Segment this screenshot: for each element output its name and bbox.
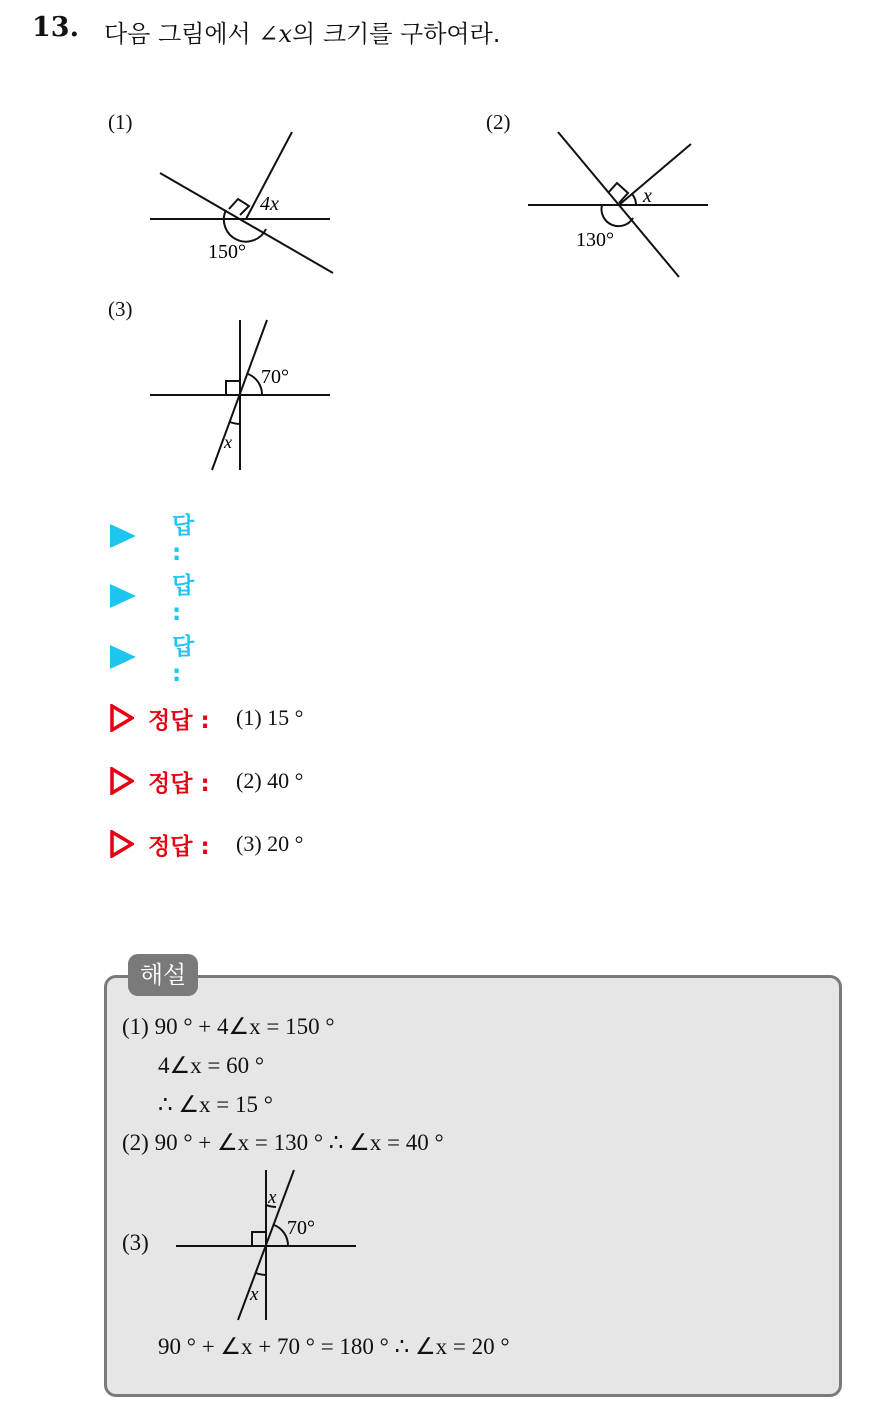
solution-line-2: 4∠x = 60 ° (158, 1053, 265, 1078)
question-number: 13. (32, 12, 79, 43)
figure-3-label: (3) (108, 297, 133, 321)
figures-svg (0, 0, 884, 500)
answer-label: 답 : (172, 633, 195, 687)
fig3-x-label: x (224, 432, 232, 452)
solution-tab: 해설 (128, 954, 198, 996)
solution-fig-x-top: x (268, 1187, 277, 1208)
solution-fig-angle: 70° (287, 1217, 315, 1239)
correct-answer-label: 정답 : (148, 707, 210, 734)
fig1-given: 150° (208, 241, 246, 263)
outline-triangle-icon (110, 767, 134, 795)
figure-3-diagram (150, 320, 330, 470)
figure-2-diagram (528, 132, 708, 277)
correct-answer-value: (1) 15 ° (236, 705, 304, 730)
correct-answer-1 (110, 700, 304, 736)
play-triangle-icon (110, 524, 136, 548)
question-text-after: 의 크기를 구하여라. (292, 20, 501, 48)
solution-line-5: (3) (122, 1230, 149, 1255)
fig1-angle-label: 4x (260, 193, 279, 215)
play-triangle-icon (110, 584, 136, 608)
correct-answer-value: (2) 40 ° (236, 768, 304, 793)
solution-line-3: ∴ ∠x = 15 ° (158, 1092, 273, 1117)
figure-1-label: (1) (108, 110, 133, 134)
solution-fig-x-bottom: x (250, 1284, 259, 1305)
angle-symbol: ∠x (258, 20, 293, 48)
solution-line-6: 90 ° + ∠x + 70 ° = 180 ° ∴ ∠x = 20 ° (158, 1334, 510, 1359)
correct-answer-label: 정답 : (148, 833, 210, 860)
solution-line-4: (2) 90 ° + ∠x = 130 ° ∴ ∠x = 40 ° (122, 1130, 444, 1155)
correct-answer-label: 정답 : (148, 770, 210, 797)
answer-blank-3 (110, 633, 195, 687)
answer-label: 답 : (172, 512, 195, 566)
answer-blank-1 (110, 512, 195, 566)
fig3-angle-label: 70° (261, 366, 289, 388)
correct-answer-value: (3) 20 ° (236, 831, 304, 856)
answer-blank-2 (110, 572, 195, 626)
outline-triangle-icon (110, 704, 134, 732)
play-triangle-icon (110, 645, 136, 669)
question-text-before: 다음 그림에서 (104, 20, 259, 48)
fig2-given: 130° (576, 229, 614, 251)
correct-answer-2 (110, 763, 304, 799)
solution-figure (0, 1160, 884, 1330)
correct-answer-3 (110, 826, 304, 862)
figure-2-label: (2) (486, 110, 511, 134)
solution-line-1: (1) 90 ° + 4∠x = 150 ° (122, 1014, 335, 1039)
answer-label: 답 : (172, 572, 195, 626)
outline-triangle-icon (110, 830, 134, 858)
fig2-angle-label: x (643, 185, 652, 207)
